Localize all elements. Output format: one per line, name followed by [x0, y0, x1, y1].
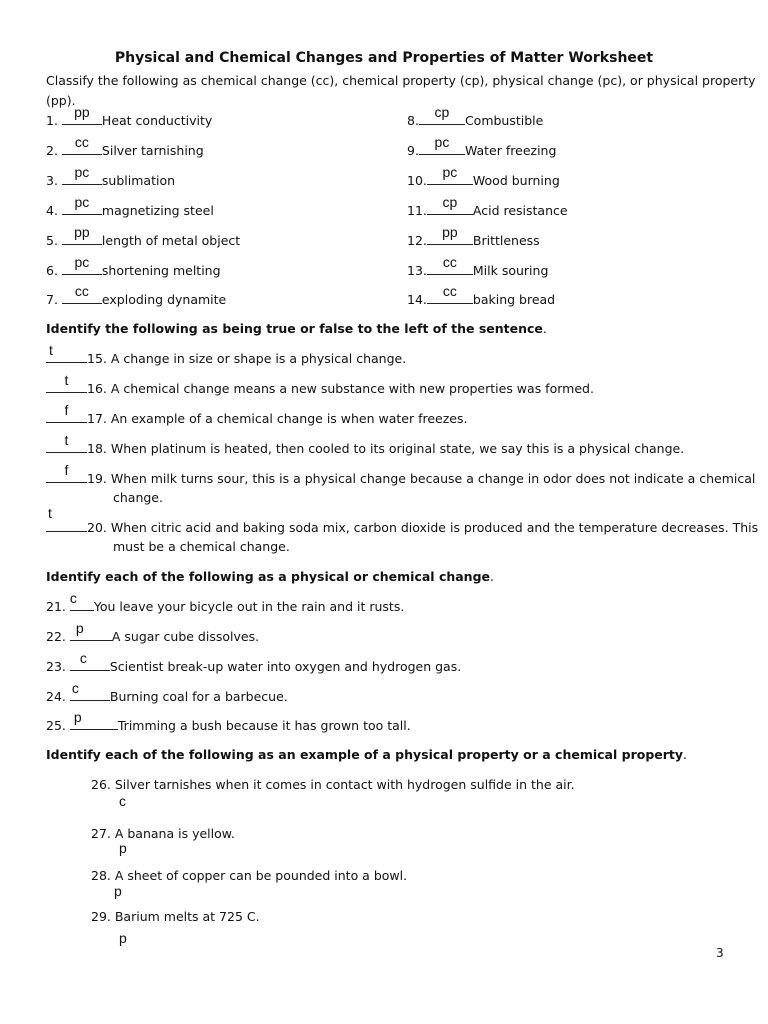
answer-blank[interactable]: cc: [427, 291, 473, 304]
worksheet-title: Physical and Chemical Changes and Properties of Matter Worksheet: [114, 50, 654, 66]
classify-item: 7. cc exploding dynamite: [46, 283, 227, 307]
property-answer: p: [119, 930, 127, 946]
true-false-item-continuation: must be a chemical change.: [113, 539, 290, 554]
answer-blank[interactable]: cp: [419, 112, 465, 125]
answer-blank[interactable]: cp: [427, 202, 473, 215]
answer-blank[interactable]: pp: [62, 112, 102, 125]
answer-blank[interactable]: f: [46, 470, 87, 483]
change-item: 24. c Burning coal for a barbecue.: [46, 680, 288, 704]
property-item: 26. Silver tarnishes when it comes in contact with hydrogen sulfide in the air.: [91, 777, 575, 792]
classify-item: 3. pc sublimation: [46, 164, 176, 188]
classify-item: 8. cp Combustible: [407, 104, 544, 128]
answer-blank[interactable]: t: [46, 380, 87, 393]
true-false-item: t 16. A chemical change means a new substance with new properties was formed.: [46, 380, 594, 396]
change-item: 21. c You leave your bicycle out in the rain and it rusts.: [46, 590, 405, 614]
classify-item: 2. cc Silver tarnishing: [46, 134, 204, 158]
classify-item: 6. pc shortening melting: [46, 254, 221, 278]
answer-blank[interactable]: pc: [62, 172, 102, 185]
true-false-item: t 18. When platinum is heated, then cooled to its original state, we say this is a physical change.: [46, 440, 684, 456]
answer-blank[interactable]: pp: [427, 232, 473, 245]
classify-item: 4. pc magnetizing steel: [46, 194, 214, 218]
answer-blank[interactable]: cc: [62, 291, 102, 304]
property-item: 29. Barium melts at 725 C.: [91, 909, 260, 924]
answer-blank[interactable]: t: [46, 440, 87, 453]
answer-blank[interactable]: pc: [419, 142, 465, 155]
classify-item: 5. pp length of metal object: [46, 224, 241, 248]
classify-item: 14. cc baking bread: [407, 283, 556, 307]
change-item: 22. p A sugar cube dissolves.: [46, 620, 260, 644]
change-item: 25. p Trimming a bush because it has grown too tall.: [46, 709, 411, 733]
property-item: 27. A banana is yellow.: [91, 826, 235, 841]
answer-blank[interactable]: t: [46, 519, 87, 532]
section-heading-property: Identify each of the following as an example of a physical property or a chemical property.: [46, 747, 688, 762]
property-answer: p: [119, 840, 127, 856]
answer-blank[interactable]: p: [70, 717, 118, 730]
classify-item: 11. cp Acid resistance: [407, 194, 568, 218]
section-heading-true-false: Identify the following as being true or false to the left of the sentence.: [46, 321, 547, 336]
classify-item: 12. pp Brittleness: [407, 224, 540, 248]
true-false-item: t 15. A change in size or shape is a physical change.: [46, 350, 406, 366]
classify-item: 13. cc Milk souring: [407, 254, 549, 278]
true-false-item: f 17. An example of a chemical change is when water freezes.: [46, 410, 467, 426]
answer-blank[interactable]: pc: [62, 202, 102, 215]
answer-blank[interactable]: c: [70, 658, 110, 671]
classify-item: 1. pp Heat conductivity: [46, 104, 213, 128]
answer-blank[interactable]: f: [46, 410, 87, 423]
property-item: 28. A sheet of copper can be pounded into a bowl.: [91, 868, 408, 883]
section-heading-change: Identify each of the following as a physical or chemical change.: [46, 569, 494, 584]
instructions-line-2: (pp).: [46, 93, 76, 108]
answer-blank[interactable]: t: [46, 350, 87, 363]
answer-blank[interactable]: cc: [62, 142, 102, 155]
property-answer: c: [119, 793, 126, 809]
answer-blank[interactable]: pc: [62, 262, 102, 275]
answer-blank[interactable]: pp: [62, 232, 102, 245]
true-false-item: f 19. When milk turns sour, this is a physical change because a change in odor does not indicate a chemical: [46, 470, 755, 486]
answer-blank[interactable]: p: [70, 628, 112, 641]
property-answer: p: [114, 883, 122, 899]
instructions-line-1: Classify the following as chemical change (cc), chemical property (cp), physical change (pc), or physical property: [46, 73, 756, 88]
page-number: 3: [716, 946, 724, 960]
change-item: 23. c Scientist break-up water into oxygen and hydrogen gas.: [46, 650, 462, 674]
answer-blank[interactable]: c: [70, 688, 110, 701]
classify-item: 10. pc Wood burning: [407, 164, 560, 188]
answer-blank[interactable]: c: [70, 598, 94, 611]
classify-item: 9. pc Water freezing: [407, 134, 557, 158]
answer-blank[interactable]: cc: [427, 262, 473, 275]
true-false-item-continuation: change.: [113, 490, 163, 505]
true-false-item: t 20. When citric acid and baking soda mix, carbon dioxide is produced and the temperature decreases. This: [48, 505, 759, 535]
answer-blank[interactable]: pc: [427, 172, 473, 185]
